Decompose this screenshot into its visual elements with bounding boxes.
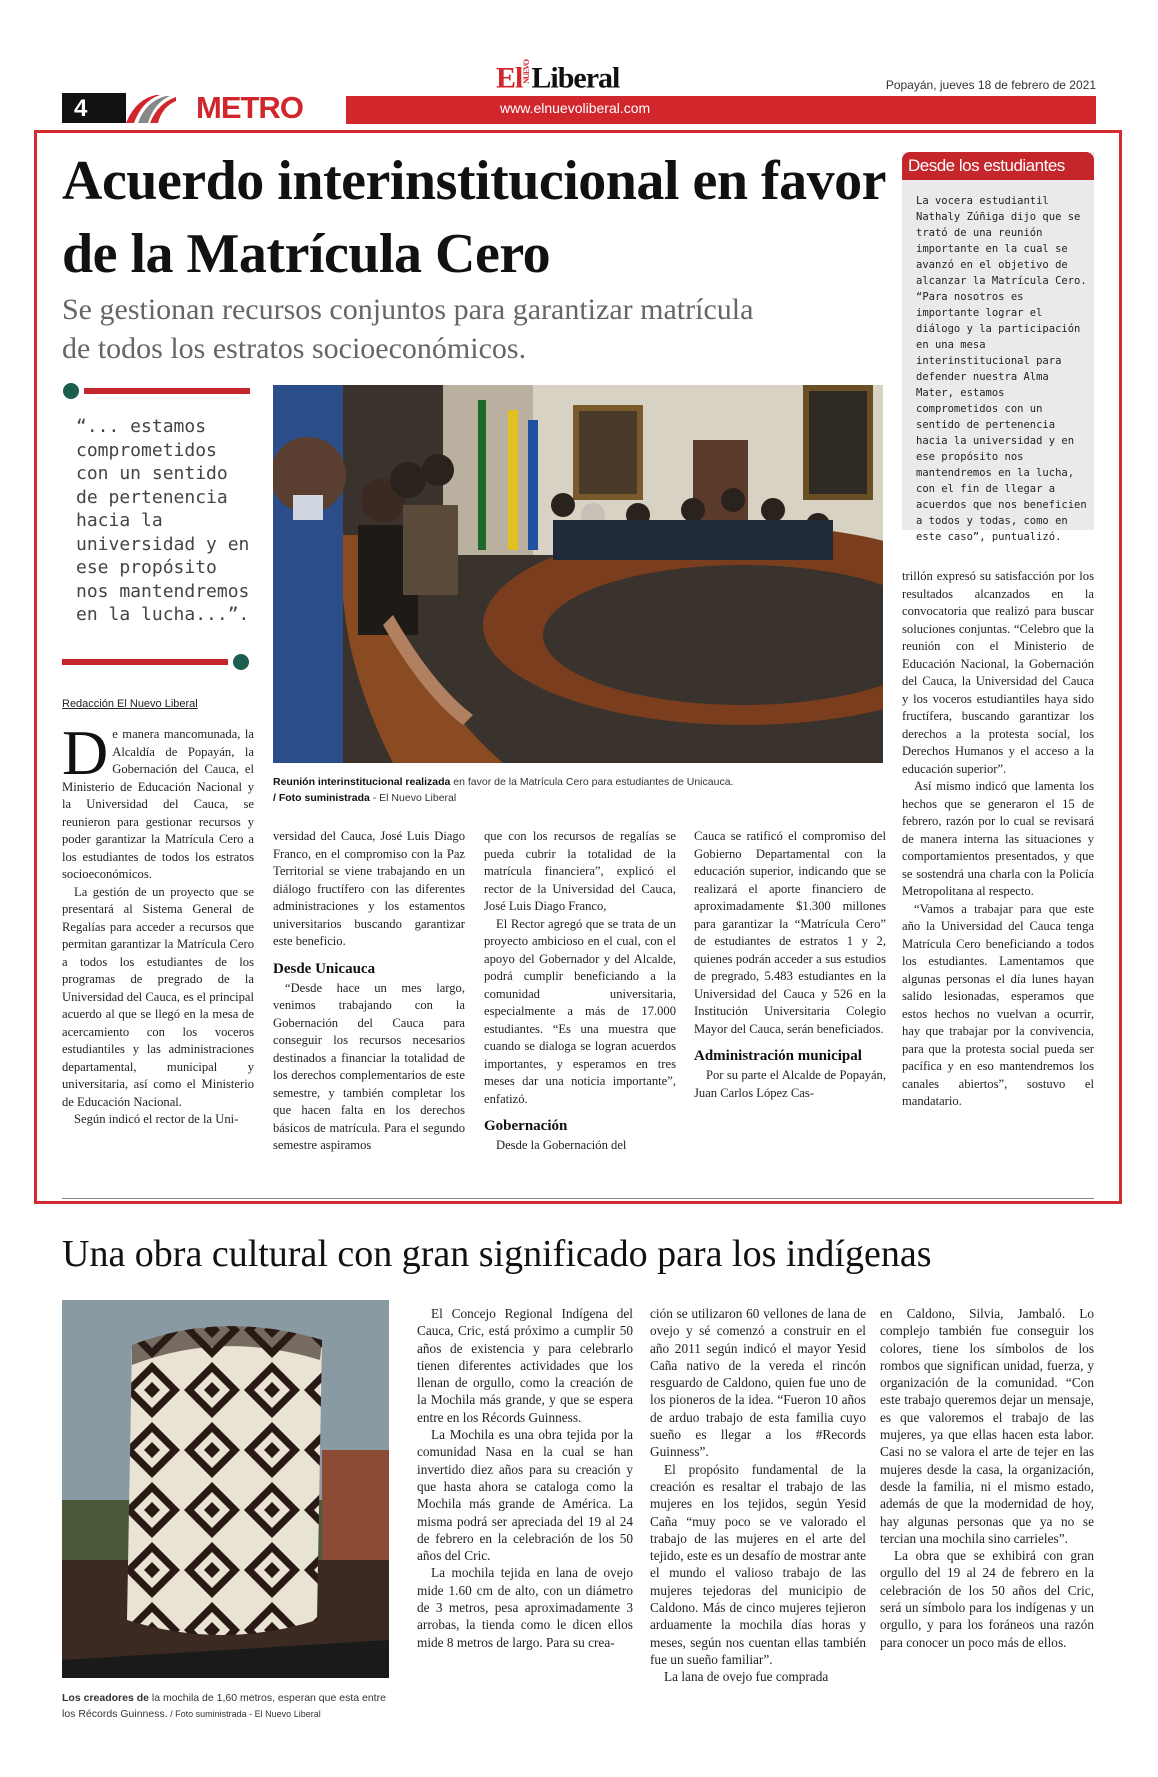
caption2-bold: Los creadores de [62,1692,149,1704]
meeting-photo [273,385,883,763]
paragraph: La gestión de un proyecto que se presentará al Sistema General de Regalías para acceder a recursos que permitan garantizar la Matrícula Cero a todos los estudiantes de los programas de pregrado de la Universidad del Cauca, es el principal acuerdo al que se llegó en la mesa de acercamiento con los voceros estudiantiles y las administraciones departamental, municipal y universitaria, así como el Ministerio de Educación Nacional. [62,884,254,1109]
article-column-3 [484,828,676,1155]
caption2-text: la mochila de 1,60 metros, esperan que esta entre los Récords Guinness. [62,1692,386,1720]
paragraph: “Desde hace un mes largo, venimos trabajando con la Gobernación del Cauca para conseguir los recursos necesarios destinados a financiar la totalidad de los derechos complementarios de este semestre, y también completar los que hacen falta en los derechos básicos de matrícula. Para el segundo semestre aspiramos [273,980,465,1152]
article2-column-3 [880,1305,1094,1651]
newspaper-logo [496,60,619,96]
paragraph: Por su parte el Alcalde de Popayán, Juan Carlos López Cas- [694,1068,886,1100]
subheading: Desde Unicauca [273,960,376,977]
drop-cap: D [62,717,109,788]
caption2-credit: / Foto suministrada - El Nuevo Liberal [167,1709,321,1719]
paragraph: Según indicó el rector de la Uni- [74,1112,239,1126]
article-column-2 [273,828,465,1155]
article-divider [62,1198,1094,1199]
quote-bar-top [84,388,250,394]
paragraph: “Vamos a trabajar para que este año la Universidad del Cauca tenga Matrícula Cero beneficiando a todos los estudiantes. Lamentamos que algunas personas el día lunes hayan salido lesionadas, esperamos que estos hechos no vuelvan a ocurrir, hay que trabajar por la convivencia, para que la protesta social pueda ser pacífica y en eso mantendremos los canales abiertos”, sostuvo el mandatario. [902,901,1094,1108]
paragraph: que con los recursos de regalías se pueda cubrir la totalidad de la matrícula financiera”, explicó el rector de la Universidad del Cauca, José Luis Diago Franco, [484,829,676,913]
sidebar-text: La vocera estudiantil Nathaly Zúñiga dijo que se trató de una reunión importante en la cual se avanzó en el objetivo de alcanzar la Matrícula Cero. “Para nosotros es importante lograr el diálogo y la participación en una mesa interinstitucional para defender nuestra Alma Mater, estamos comprometidos con un sentido de pertenencia hacia la universidad y en ese propósito nos mantendremos en la lucha, con el fin de llegar a acuerdos que nos beneficien a todos y todas, como en este caso”, puntualizó. [916,195,1087,543]
header-red-bar [334,96,1096,124]
mochila-photo [62,1300,389,1678]
article-headline: Acuerdo interinstitucional en favor de la Matrícula Cero [62,150,885,285]
mochila-photo-illustration [62,1300,389,1678]
paragraph: La lana de ovejo fue comprada [664,1669,829,1685]
paragraph: Así mismo indicó que lamenta los hechos que se generaron el 15 de febrero, razón por lo cual se revisará de manera interna las situaciones y comportamientos presentados, y que se sostendrá una charla con la Policía Metropolitana al respecto. [902,779,1094,898]
section-title: METRO [196,90,346,124]
subheading: Administración municipal [694,1048,862,1064]
pull-quote: “... estamos comprometidos con un sentido de pertenencia hacia la universidad y en ese propósito nos mantendremos en la lucha...”. [76,416,250,625]
byline: Redacción El Nuevo Liberal [62,698,198,710]
subheading: Gobernación [484,1118,568,1134]
paragraph: La mochila tejida en lana de ovejo mide 1.60 cm de alto, con un diámetro de 3 metros, pesa aproximadamente 3 arrobas, la tienda como le dicen ellos mide 8 metros de largo. Para su crea- [417,1565,633,1650]
caption-bold: Reunión interinstitucional realizada [273,776,451,788]
paragraph: El propósito fundamental de la creación es resaltar el trabajo de las mujeres en los tejidos, según Yesid Caña “muy poco se ve valorado el trabajo de las mujeres en el arte del tejido, este es un desafío de mostrar ante el mundo el valioso trabajo de las mujeres tejedoras del municipio de Caldono. Más de cinco mujeres tejieron arduamente la mochila días horas y meses, según nos cuentan ellas también fue un sueño familiar”. [650,1461,866,1667]
caption-credit: - El Nuevo Liberal [369,792,457,804]
quote-bar-bottom [62,659,228,665]
paragraph: La obra que se exhibirá con gran orgullo del 19 al 24 de febrero en la celebración de los 50 años del Cric, será un símbolo para los indígenas y un orgullo, y para los foráneos una razón para conocer un poco más de ellos. [880,1548,1094,1650]
sidebar-title: Desde los estudiantes [902,152,1094,180]
article2-headline: Una obra cultural con gran significado para los indígenas [62,1233,932,1275]
quote-dot-bottom [233,654,249,670]
website-url[interactable]: www.elnuevoliberal.com [500,100,651,116]
article-subheadline: Se gestionan recursos conjuntos para garantizar matrícula de todos los estratos socioeconómicos. [62,293,754,365]
article-column-4 [694,828,886,1102]
paragraph: El Rector agregó que se trata de un proyecto ambicioso en el cual, con el apoyo del Gobernador y del Alcalde, podrá cumplir beneficiando a la comunidad universitaria, especialmente a más de 17.000 estudiantes. “Es una muestra que cuando se dialoga se logran acuerdos importantes, y esperamos en tres meses dar una noticia importante”, enfatizó. [484,916,676,1106]
paragraph: en Caldono, Silvia, Jambaló. Lo complejo también fue conseguir los colores, tiene los símbolos de los rombos que significan unidad, fuerza, y organización de la comunidad. “Con este trabajo queremos dejar un mensaje, es que valoremos el trabajo de las mujeres, ya que ellas hacen esta labor. Casi no se valora el arte de tejer en las mujeres desde la casa, la organización, desde la familia, ni el mismo estado, además de que la modernidad de hoy, hay algunas personas que ya no se tercian una mochila sino carrieles”. [880,1306,1094,1546]
article-column-5 [902,568,1094,1111]
quote-dot-top [63,383,79,399]
paragraph: versidad del Cauca, José Luis Diago Franco, en el compromiso con la Paz Territorial se viene trabajando en un diálogo fructífero con las diferentes administraciones y los estamentos universitarios buscando garantizar este beneficio. [273,829,465,948]
paragraph: Desde la Gobernación del [496,1138,627,1152]
logo-liberal: Liberal [531,61,620,95]
meeting-photo-illustration [273,385,883,763]
logo-el: El [496,61,523,95]
photo2-caption [62,1690,402,1722]
caption-text: en favor de la Matrícula Cero para estudiantes de Unicauca. [450,776,734,788]
stripes-ornament [126,93,176,123]
paragraph: e manera mancomunada, la Alcaldía de Popayán, la Gobernación del Cauca, el Ministerio de Educación Nacional y la Universidad del Cauca, se reunieron para gestionar recursos y poder garantizar la Matrícula Cero a los estudiantes de todos los estratos socioeconómicos. [62,727,254,881]
paragraph: La Mochila es una obra tejida por la comunidad Nasa en la cual se han invertido diez años para su creación y que hasta ahora se cataloga como la Mochila más grande de América. La misma podrá ser apreciada del 19 al 24 de febrero en la celebración de los 50 años del Cric. [417,1427,633,1564]
paragraph: Cauca se ratificó el compromiso del Gobierno Departamental con la educación superior, indicando que se realizará el aporte financiero de aproximadamente $1.300 millones para garantizar la “Matrícula Cero” de estudiantes de estratos 1 y 2, quienes podrán acceder a sus estudios de pregrado, 5.483 estudiantes en la Universidad del Cauca y 526 en la Institución Universitaria Colegio Mayor del Cauca, serán beneficiados. [694,829,886,1036]
paragraph: trillón expresó su satisfacción por los resultados alcanzados en la convocatoria que realizó para buscar soluciones conjuntas. “Celebro que la reunión con el Ministerio de Educación Nacional, la Gobernación del Cauca, la Universidad del Cauca y los voceros estudiantiles haya sido fructífera, buscando garantizar los derechos a la protesta social, los Derechos Humanos y el acceso a la educación superior”. [902,569,1094,776]
paragraph: ción se utilizaron 60 vellones de lana de ovejo y sé comenzó a construir en el año 2011 según indicó el mayor Yesid Caña nativo de la vereda el rincón resguardo de Caldono, quien fue uno de los pioneros de la idea. “Fueron 10 años de arduo trabajo de esta familia cuyo sueño es llegar a los #Records Guinness”. [650,1306,866,1460]
article2-column-1 [417,1305,633,1651]
caption-credit-bold: / Foto suministrada [273,792,370,804]
logo-nuevo: NUEVO [522,60,532,84]
issue-date: Popayán, jueves 18 de febrero de 2021 [885,78,1096,92]
paragraph: El Concejo Regional Indígena del Cauca, Cric, está próximo a cumplir 50 años de existencia y para celebrarlo tienen diferentes actividades que los llenan de orgullo, como la creación de la Mochila más grande, y que se espera entre en los Récords Guinness. [417,1306,633,1425]
article-column-1 [62,717,254,1129]
page-number: 4 [62,93,144,123]
photo-caption [273,774,893,806]
article2-column-2 [650,1305,866,1686]
